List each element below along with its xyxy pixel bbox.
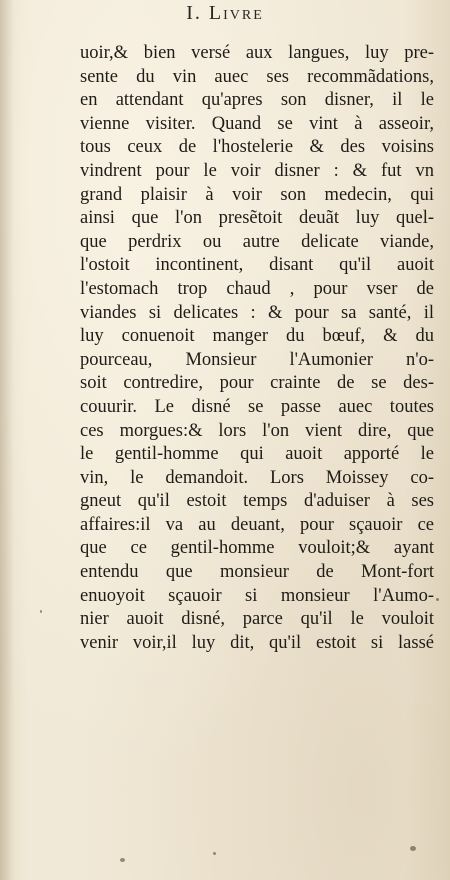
text-line: uoir,& bien versé aux langues, luy pre- (80, 43, 434, 63)
text-line: couurir. Le disné se passe auec toutes (80, 396, 434, 417)
text-line: grand plaisir à voir son medecin, qui (80, 184, 434, 205)
text-line: luy conuenoit manger du bœuf, & du (80, 326, 434, 347)
text-line: l'estomach trop chaud , pour vser de (80, 278, 434, 299)
text-line: enuoyoit sçauoir si monsieur l'Aumo- (80, 585, 434, 606)
text-line: vindrent pour le voir disner : & fut vn (80, 160, 434, 181)
page-gutter-shadow (0, 0, 14, 880)
text-line: en attendant qu'apres son disner, il le (80, 90, 434, 111)
paper-speck (40, 610, 42, 613)
paper-speck (436, 598, 439, 601)
text-line: viandes si delicates : & pour sa santé, il (80, 302, 434, 323)
text-line: le gentil-homme qui auoit apporté le (80, 444, 434, 465)
running-head: I. Livre (186, 2, 264, 24)
text-line: entendu que monsieur de Mont-fort (80, 562, 434, 583)
paper-speck (120, 858, 125, 862)
text-line: nier auoit disné, parce qu'il le vouloit (80, 609, 434, 630)
text-line: vienne visiter. Quand se vint à asseoir, (80, 113, 434, 134)
text-line: sente du vin auec ses recommãdations, (80, 66, 434, 87)
text-line: venir voir,il luy dit, qu'il estoit si lassé (80, 632, 434, 653)
text-line: soit contredire, pour crainte de se des- (80, 373, 434, 394)
text-line: l'ostoit incontinent, disant qu'il auoit (80, 255, 434, 276)
text-line: vin, le demandoit. Lors Moissey co- (80, 467, 434, 488)
paper-speck (213, 852, 216, 855)
text-line: tous ceux de l'hostelerie & des voisins (80, 137, 434, 158)
text-line: affaires:il va au deuant, pour sçauoir ce (80, 514, 434, 535)
text-line: que perdrix ou autre delicate viande, (80, 231, 434, 252)
text-line: pourceau, Monsieur l'Aumonier n'o- (80, 349, 434, 370)
text-line: ces morgues:& lors l'on vient dire, que (80, 420, 434, 441)
paper-speck (410, 846, 416, 851)
text-line: que ce gentil-homme vouloit;& ayant (80, 538, 434, 559)
text-line: gneut qu'il estoit temps d'aduiser à ses (80, 491, 434, 512)
body-text (80, 42, 434, 655)
text-line: ainsi que l'on presẽtoit deuãt luy quel- (80, 208, 434, 229)
